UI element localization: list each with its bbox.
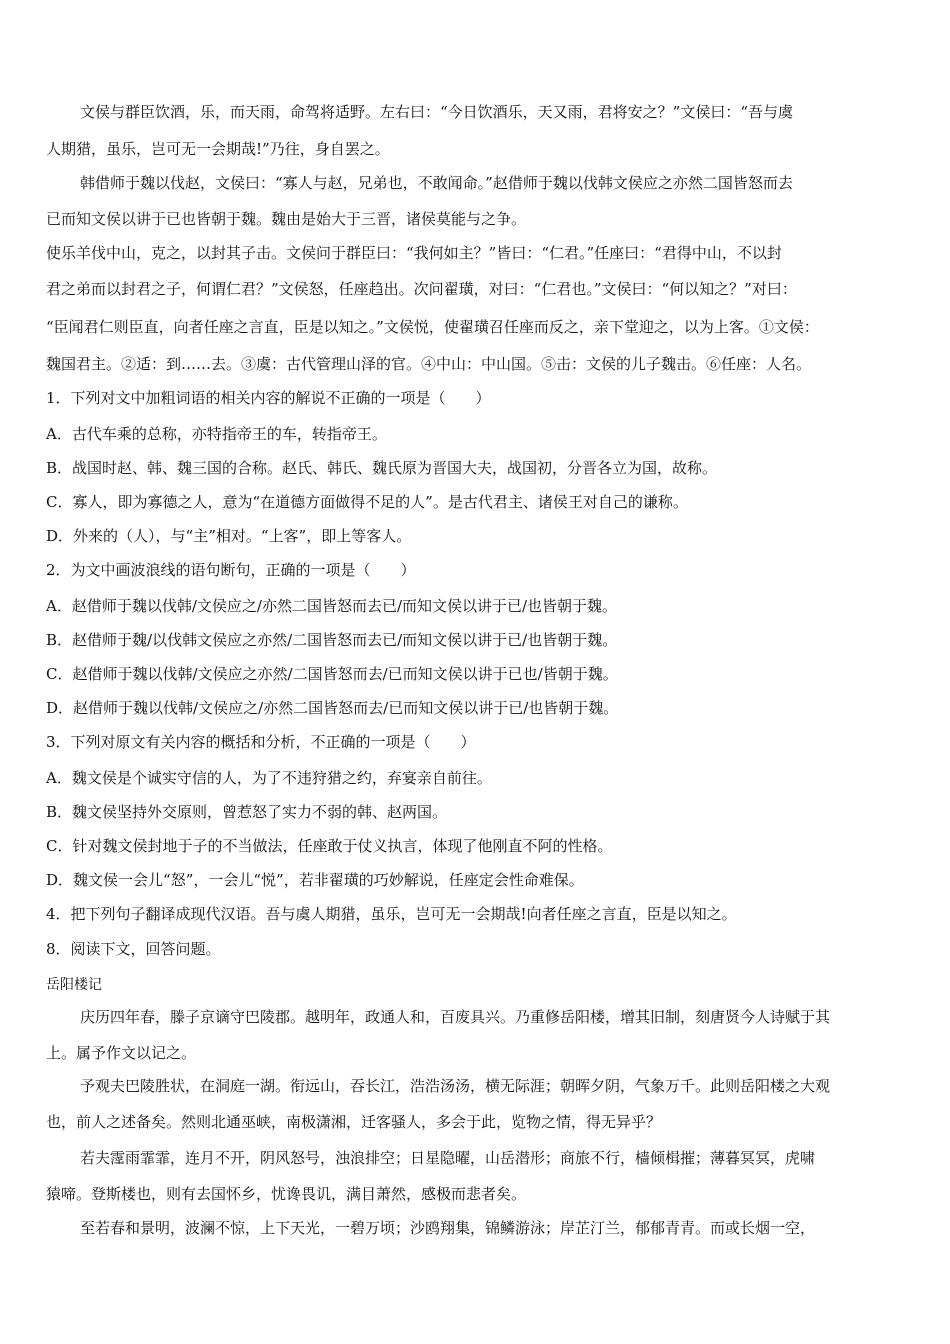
q2-option-a: A．赵借师于魏以伐韩/文侯应之/亦然二国皆怒而去已/而知文侯以讲于已/也皆朝于魏。 xyxy=(46,597,618,615)
question-1: 1．下列对文中加粗词语的相关内容的解说不正确的一项是（ ） xyxy=(46,389,491,407)
q1-option-b: B．战国时赵、韩、魏三国的合称。赵氏、韩氏、魏氏原为晋国大夫，战国初，分晋各立为国，故称。 xyxy=(46,459,718,477)
q1-option-c: C．寡人，即为寡德之人，意为“在道德方面做得不足的人”。是古代君主、诸侯王对自己的谦称。 xyxy=(46,493,688,511)
passage-line: 若夫霪雨霏霏，连月不开，阴风怒号，浊浪排空；日星隐曜，山岳潜形；商旅不行，樯倾楫摧；薄暮冥冥，虎啸 xyxy=(80,1149,816,1167)
passage-line: 庆历四年春，滕子京谪守巴陵郡。越明年，政通人和，百废具兴。乃重修岳阳楼，增其旧制，刻唐贤今人诗赋于其 xyxy=(80,1008,831,1026)
passage-line: 君之弟而以封君之子，何谓仁君？”文侯怒，任座趋出。次问翟璜，对曰：“仁君也。”文侯曰：“何以知之？”对曰： xyxy=(46,280,797,298)
q2-option-d: D．赵借师于魏以伐韩/文侯应之/亦然二国皆怒而去/已而知文侯以讲于已/也皆朝于魏。 xyxy=(46,699,619,717)
q3-option-a: A．魏文侯是个诚实守信的人，为了不违狩猎之约，弃宴亲自前往。 xyxy=(46,769,492,787)
passage-line: “臣闻君仁则臣直，向者任座之言直，臣是以知之。”文侯悦，使翟璜召任座而反之，亲下堂迎之，以为上客。①文侯： xyxy=(46,318,819,336)
q1-option-d: D．外来的（人），与“主”相对。“上客”，即上等客人。 xyxy=(46,527,412,545)
annotation-line: 魏国君主。②适：到……去。③虞：古代管理山泽的官。④中山：中山国。⑤击：文侯的儿子魏击。⑥任座：人名。 xyxy=(46,355,812,373)
passage-line: 韩借师于魏以伐赵，文侯曰：“寡人与赵，兄弟也，不敢闻命。”赵借师于魏以伐韩文侯应之亦然二国皆怒而去 xyxy=(80,174,793,192)
q3-option-b: B．魏文侯坚持外交原则，曾惹怒了实力不弱的韩、赵两国。 xyxy=(46,803,448,821)
passage-line: 人期猎，虽乐，岂可无一会期哉!”乃往，身自罢之。 xyxy=(46,140,390,158)
passage-line: 使乐羊伐中山，克之，以封其子击。文侯问于群臣曰：“我何如主？”皆曰：“仁君。”任座曰：“君得中山，不以封 xyxy=(46,244,782,262)
passage-line: 也，前人之述备矣。然则北通巫峡，南极潇湘，迁客骚人，多会于此，览物之情，得无异乎？ xyxy=(46,1113,662,1131)
question-4: 4．把下列句子翻译成现代汉语。吾与虞人期猎，虽乐，岂可无一会期哉!向者任座之言直，臣是以知之。 xyxy=(46,905,737,923)
q2-option-b: B．赵借师于魏/以伐韩文侯应之亦然/二国皆怒而去已/而知文侯以讲于已/也皆朝于魏。 xyxy=(46,631,618,649)
q3-option-c: C．针对魏文侯封地于子的不当做法，任座敢于仗义执言，体现了他刚直不阿的性格。 xyxy=(46,837,613,855)
passage-line: 至若春和景明，波澜不惊，上下天光，一碧万顷；沙鸥翔集，锦鳞游泳；岸芷汀兰，郁郁青青。而或长烟一空， xyxy=(80,1219,816,1237)
passage-line: 猿啼。登斯楼也，则有去国怀乡，忧谗畏讥，满目萧然，感极而悲者矣。 xyxy=(46,1185,527,1203)
q2-option-c: C．赵借师于魏以伐韩/文侯应之亦然/二国皆怒而去/已而知文侯以讲于已也/皆朝于魏。 xyxy=(46,665,618,683)
q1-option-a: A．古代车乘的总称，亦特指帝王的车，转指帝王。 xyxy=(46,425,387,443)
question-8: 8．阅读下文，回答问题。 xyxy=(46,940,221,958)
q3-option-d: D．魏文侯一会儿“怒”，一会儿“悦”，若非翟璜的巧妙解说，任座定会性命难保。 xyxy=(46,871,584,889)
passage-line: 上。属予作文以记之。 xyxy=(46,1044,197,1062)
passage-title: 岳阳楼记 xyxy=(46,977,102,993)
question-3: 3．下列对原文有关内容的概括和分析，不正确的一项是（ ） xyxy=(46,733,476,751)
passage-line: 文侯与群臣饮酒，乐，而天雨，命驾将适野。左右曰：“今日饮酒乐，天又雨，君将安之？”文侯曰：“吾与虞 xyxy=(80,103,794,121)
question-2: 2．为文中画波浪线的语句断句，正确的一项是（ ） xyxy=(46,561,416,579)
passage-line: 予观夫巴陵胜状，在洞庭一湖。衔远山，吞长江，浩浩汤汤，横无际涯；朝晖夕阴，气象万千。此则岳阳楼之大观 xyxy=(80,1077,831,1095)
passage-line: 已而知文侯以讲于已也皆朝于魏。魏由是始大于三晋，诸侯莫能与之争。 xyxy=(46,210,527,228)
